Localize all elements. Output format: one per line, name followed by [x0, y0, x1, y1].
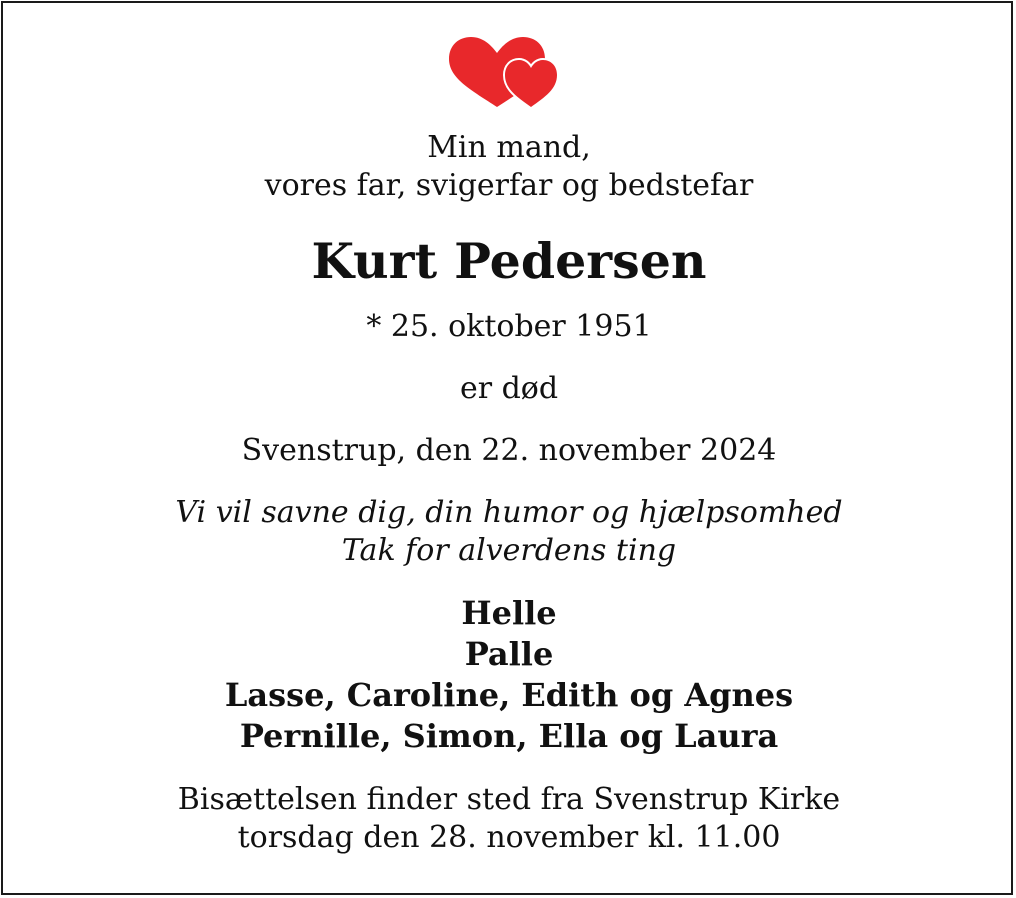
tribute-line-2: Tak for alverdens ting	[341, 533, 677, 568]
family-line: Palle	[464, 635, 554, 673]
death-status: er død	[459, 371, 559, 406]
birth-date: * 25. oktober 1951	[366, 309, 652, 344]
family-line: Helle	[461, 594, 557, 632]
funeral-line-2: torsdag den 28. november kl. 11.00	[237, 820, 781, 855]
notice-frame	[1, 1, 1013, 895]
family-line: Lasse, Caroline, Edith og Agnes	[224, 676, 794, 714]
intro-line-1: Min mand,	[427, 130, 591, 165]
family-line: Pernille, Simon, Ella og Laura	[239, 717, 779, 755]
tribute-line-1: Vi vil savne dig, din humor og hjælpsomhed	[175, 495, 843, 530]
place-and-date: Svenstrup, den 22. november 2024	[241, 433, 777, 468]
funeral-line-1: Bisættelsen finder sted fra Svenstrup Kirke	[177, 782, 841, 817]
two-hearts-icon	[445, 35, 577, 109]
deceased-name: Kurt Pedersen	[311, 232, 707, 290]
intro-line-2: vores far, svigerfar og bedstefar	[264, 168, 754, 203]
